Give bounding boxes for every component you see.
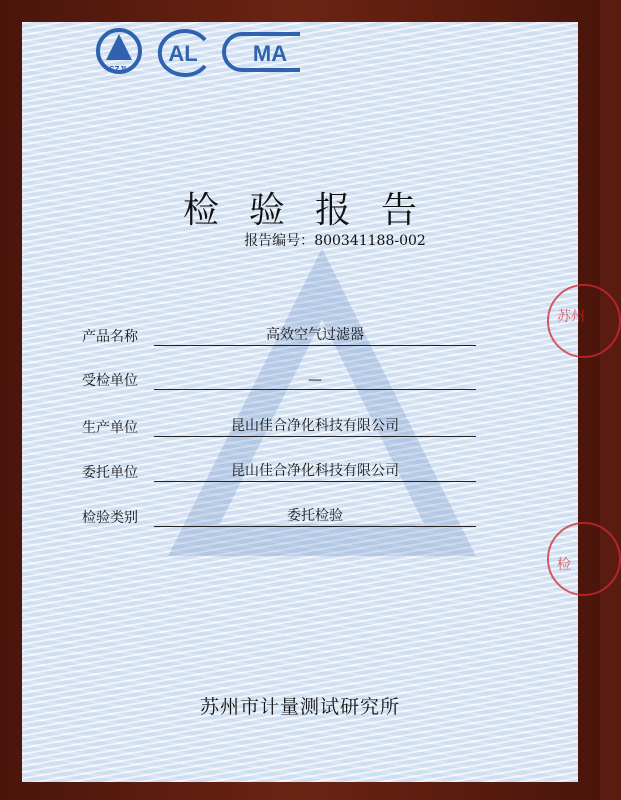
field-label: 检验类别 bbox=[82, 510, 138, 526]
accreditation-logos bbox=[94, 26, 304, 78]
field-value: 昆山佳合净化科技有限公司 bbox=[154, 460, 476, 482]
cal-logo-icon bbox=[150, 26, 216, 78]
svg-text:MA: MA bbox=[252, 41, 288, 66]
field-manufacturer bbox=[82, 415, 476, 437]
field-label: 生产单位 bbox=[82, 420, 138, 436]
svg-text:AL: AL bbox=[168, 41, 198, 66]
field-product-name bbox=[82, 324, 476, 346]
field-label: 委托单位 bbox=[82, 465, 138, 481]
field-inspection-type bbox=[82, 505, 476, 527]
report-number bbox=[22, 230, 578, 250]
red-seal-stamp: 检 bbox=[547, 522, 621, 596]
field-value: 委托检验 bbox=[154, 505, 476, 527]
issuing-institute: 苏州市计量测试研究所 bbox=[199, 696, 400, 718]
field-inspected-unit bbox=[82, 370, 476, 390]
field-value: 昆山佳合净化科技有限公司 bbox=[154, 415, 476, 437]
field-value: 高效空气过滤器 bbox=[154, 324, 476, 346]
field-label: 受检单位 bbox=[82, 373, 138, 389]
svg-text:SZJL: SZJL bbox=[109, 65, 129, 74]
report-number-label: 报告编号： bbox=[244, 233, 315, 249]
cma-logo-icon bbox=[222, 26, 304, 78]
document-title: 检验报告 bbox=[182, 190, 447, 231]
field-label: 产品名称 bbox=[82, 329, 138, 345]
certificate-paper bbox=[22, 22, 585, 782]
field-value: — bbox=[154, 372, 476, 390]
report-number-value: 800341188-002 bbox=[314, 233, 426, 249]
field-client bbox=[82, 460, 476, 482]
red-seal-stamp: 苏州 bbox=[547, 284, 621, 358]
szjl-logo-icon bbox=[94, 26, 144, 78]
